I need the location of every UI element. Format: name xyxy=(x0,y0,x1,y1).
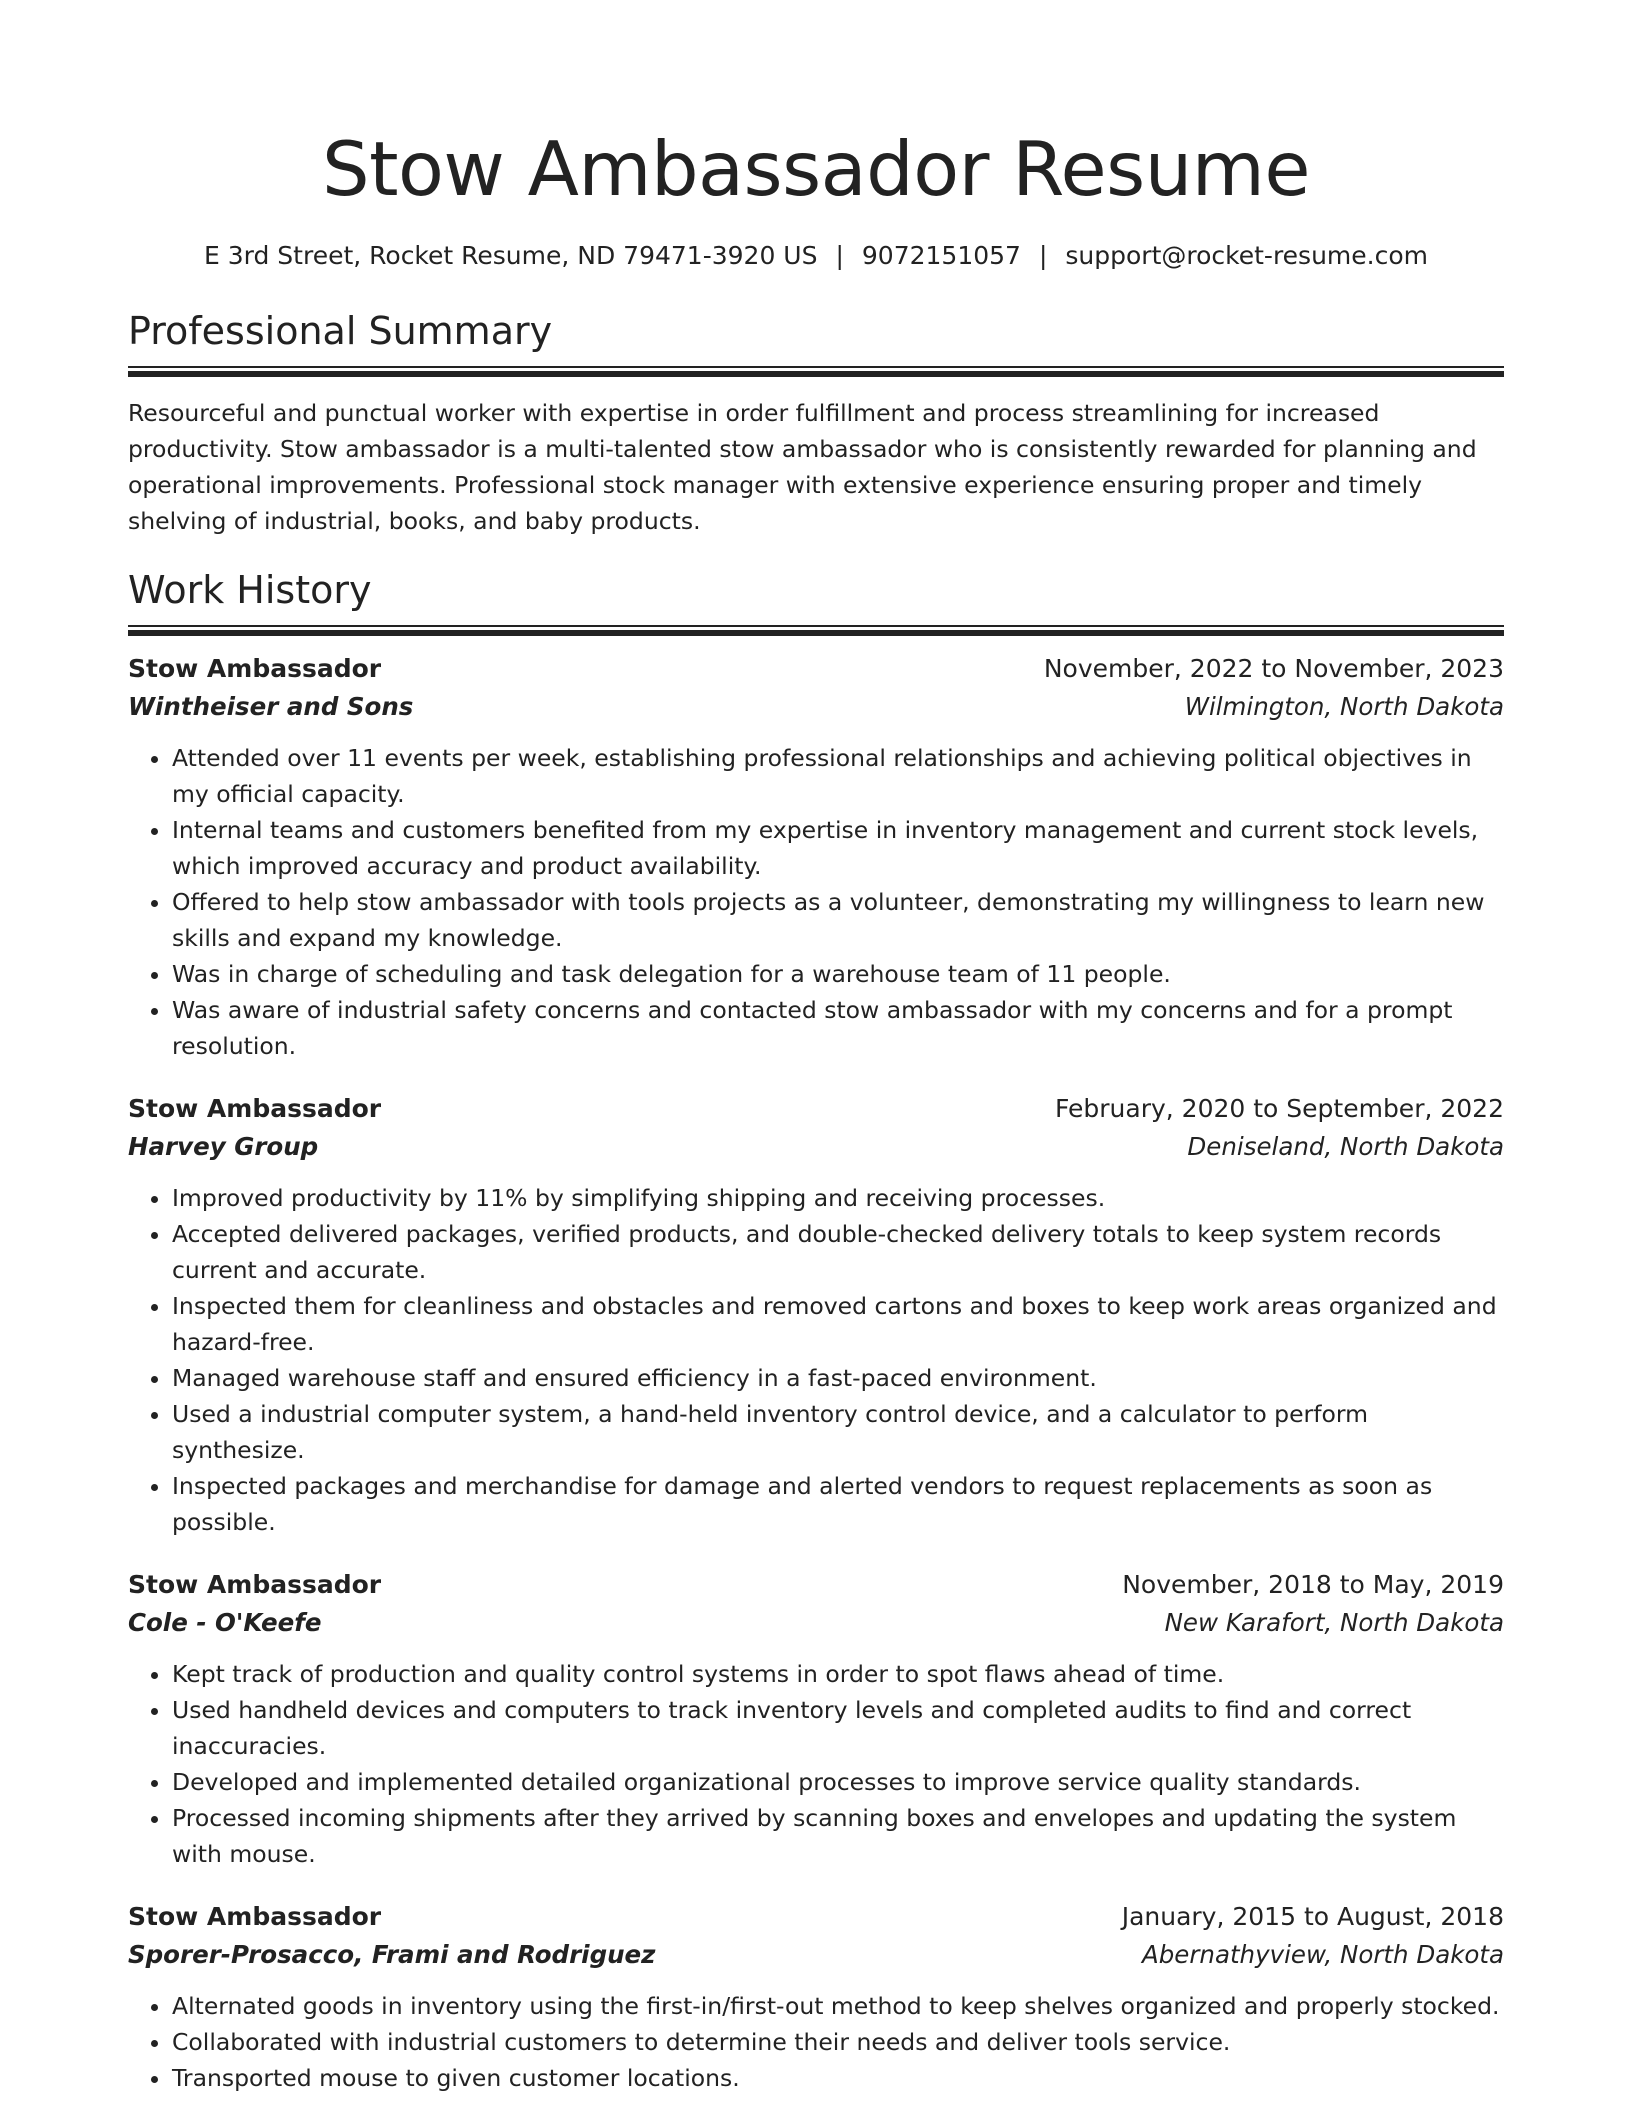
job-dates: November, 2018 to May, 2019 xyxy=(1122,1570,1504,1599)
job-bullet-list xyxy=(128,1656,1504,1872)
job-company: Harvey Group xyxy=(128,1132,319,1161)
job-entry xyxy=(128,1566,1504,1872)
job-bullet: • Attended over 11 events per week, establishing professional relationships and achieving political objectives in my official capacity. xyxy=(172,740,1504,812)
job-bullet: • Transported mouse to given customer locations. xyxy=(172,2060,1504,2096)
job-bullet: • Inspected packages and merchandise for damage and alerted vendors to request replacements as soon as possible. xyxy=(172,1468,1504,1540)
job-company: Cole - O'Keefe xyxy=(128,1608,322,1637)
job-list xyxy=(128,650,1504,2096)
job-bullet-list xyxy=(128,740,1504,1064)
job-bullet: • Used a industrial computer system, a hand-held inventory control device, and a calculator to perform synthesize. xyxy=(172,1396,1504,1468)
job-bullet: • Internal teams and customers benefited from my expertise in inventory management and current stock levels, which improved accuracy and product availability. xyxy=(172,812,1504,884)
work-history-section xyxy=(128,567,1504,2096)
job-bullet: • Was in charge of scheduling and task delegation for a warehouse team of 11 people. xyxy=(172,956,1504,992)
job-header-row xyxy=(128,650,1504,688)
job-title: Stow Ambassador xyxy=(128,654,382,683)
job-header-row xyxy=(128,1566,1504,1604)
professional-summary-section xyxy=(128,308,1504,539)
job-company: Sporer-Prosacco, Frami and Rodriguez xyxy=(128,1940,656,1969)
job-bullet: • Developed and implemented detailed organizational processes to improve service quality standards. xyxy=(172,1764,1504,1800)
job-company: Wintheiser and Sons xyxy=(128,692,414,721)
section-heading-summary: Professional Summary xyxy=(128,309,553,353)
job-company-row xyxy=(128,688,1504,726)
contact-address: E 3rd Street, Rocket Resume, ND 79471-3920 US xyxy=(203,241,818,270)
job-bullet: • Kept track of production and quality control systems in order to spot flaws ahead of time. xyxy=(172,1656,1504,1692)
job-bullet: • Was aware of industrial safety concerns and contacted stow ambassador with my concerns and for a prompt resolution. xyxy=(172,992,1504,1064)
contact-separator: | xyxy=(835,241,844,270)
summary-text: Resourceful and punctual worker with expertise in order fulfillment and process streamlining for increased productivity. Stow ambassador is a multi-talented stow ambassador who is consistently rewarded for planning and operational improvements. Professional stock manager with extensive experience ensuring proper and timely shelving of industrial, books, and baby products. xyxy=(128,399,1477,535)
job-bullet: • Collaborated with industrial customers to determine their needs and deliver tools service. xyxy=(172,2024,1504,2060)
job-bullet: • Inspected them for cleanliness and obstacles and removed cartons and boxes to keep work areas organized and hazard-free. xyxy=(172,1288,1504,1360)
job-bullet: • Accepted delivered packages, verified products, and double-checked delivery totals to keep system records current and accurate. xyxy=(172,1216,1504,1288)
job-entry xyxy=(128,1090,1504,1540)
job-dates: January, 2015 to August, 2018 xyxy=(1121,1902,1504,1931)
job-bullet: • Used handheld devices and computers to track inventory levels and completed audits to find and correct inaccuracies. xyxy=(172,1692,1504,1764)
job-title: Stow Ambassador xyxy=(128,1570,382,1599)
job-company-row xyxy=(128,1604,1504,1642)
job-entry xyxy=(128,1898,1504,2096)
job-entry xyxy=(128,650,1504,1064)
resume-title: Stow Ambassador Resume xyxy=(322,125,1310,213)
contact-separator: | xyxy=(1038,241,1048,270)
job-location: Abernathyview, North Dakota xyxy=(1141,1940,1504,1969)
job-title: Stow Ambassador xyxy=(128,1094,382,1123)
job-bullet-list xyxy=(128,1988,1504,2096)
job-location: Wilmington, North Dakota xyxy=(1184,692,1504,721)
job-location: Deniseland, North Dakota xyxy=(1187,1132,1504,1161)
job-bullet: • Alternated goods in inventory using the first-in/first-out method to keep shelves organized and properly stocked. xyxy=(172,1988,1504,2024)
job-location: New Karafort, North Dakota xyxy=(1164,1608,1504,1637)
job-header-row xyxy=(128,1090,1504,1128)
section-divider xyxy=(128,366,1504,377)
job-bullet-list xyxy=(128,1180,1504,1540)
job-header-row xyxy=(128,1898,1504,1936)
contact-email: support@rocket-resume.com xyxy=(1065,241,1429,270)
job-bullet: • Improved productivity by 11% by simplifying shipping and receiving processes. xyxy=(172,1180,1504,1216)
job-dates: November, 2022 to November, 2023 xyxy=(1043,654,1504,683)
job-bullet: • Offered to help stow ambassador with tools projects as a volunteer, demonstrating my willingness to learn new skills and expand my knowledge. xyxy=(172,884,1504,956)
job-company-row xyxy=(128,1128,1504,1166)
job-bullet: • Processed incoming shipments after they arrived by scanning boxes and envelopes and updating the system with mouse. xyxy=(172,1800,1504,1872)
job-bullet: • Managed warehouse staff and ensured efficiency in a fast-paced environment. xyxy=(172,1360,1504,1396)
job-company-row xyxy=(128,1936,1504,1974)
job-dates: February, 2020 to September, 2022 xyxy=(1055,1094,1504,1123)
contact-line xyxy=(128,240,1504,272)
contact-phone: 9072151057 xyxy=(861,241,1021,270)
section-divider xyxy=(128,625,1504,636)
job-title: Stow Ambassador xyxy=(128,1902,382,1931)
section-heading-work-history: Work History xyxy=(128,568,372,612)
